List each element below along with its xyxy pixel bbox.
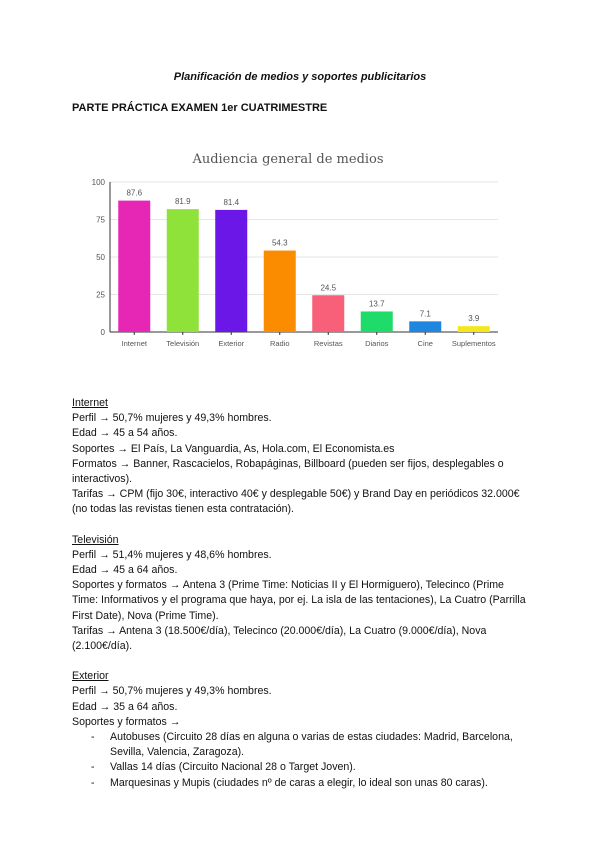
document-title: Planificación de medios y soportes publicitarios: [173, 71, 427, 83]
list-item: - Marquesinas y Mupis (ciudades nº de caras a elegir, lo ideal son unas 80 caras).: [72, 776, 532, 791]
exterior-supports-formats: Soportes y formatos →: [72, 715, 181, 728]
list-item: - Vallas 14 días (Circuito Nacional 28 o Target Joven).: [72, 760, 532, 775]
internet-formats: Formatos → Banner, Rascacielos, Robapáginas, Billboard (pueden ser fijos, desplegables o interactivos).: [72, 457, 504, 486]
bar: [409, 321, 441, 332]
list-item: - Autobuses (Circuito 28 días en alguna o varias de estas ciudades: Madrid, Barcelona, Sevilla, Valencia, Zaragoza).: [72, 730, 532, 760]
television-age: Edad → 45 a 64 años.: [72, 564, 178, 577]
x-tick-label: Cine: [417, 339, 433, 348]
x-tick-label: Suplementos: [451, 339, 496, 348]
bar: [215, 210, 247, 332]
section-exterior: [72, 669, 532, 791]
section-heading: Televisión: [72, 533, 119, 546]
data-label: 81.4: [223, 197, 240, 207]
document-body: [72, 396, 532, 806]
data-label: 54.3: [271, 238, 288, 248]
x-tick-label: Televisión: [166, 339, 200, 348]
y-tick-label: 0: [100, 328, 105, 337]
y-tick-label: 100: [91, 178, 105, 187]
data-label: 13.7: [368, 299, 385, 309]
x-tick-label: Radio: [269, 339, 290, 348]
internet-rates: Tarifas → CPM (fijo 30€, interactivo 40€ y desplegable 50€) y Brand Day en periódicos 32.000€ (no todas las revistas tienen esta contratación).: [72, 488, 520, 516]
section-television: [72, 533, 532, 655]
television-rates: Tarifas → Antena 3 (18.500€/día), Telecinco (20.000€/día), La Cuatro (9.000€/día), Nova (2.100€/día).: [72, 624, 487, 653]
section-heading: Internet: [72, 397, 108, 409]
television-supports-formats: Soportes y formatos → Antena 3 (Prime Time: Noticias II y El Hormiguero), Telecinco (Prime Time: Informativos y el programa que haya, por ej. La isla de las tentaciones), La Cuatro (Parrilla First Date), Nova (Prime Time).: [72, 579, 526, 622]
x-tick-label: Diarios: [365, 339, 389, 348]
bar: [167, 209, 199, 332]
x-tick-label: Revistas: [313, 339, 343, 348]
exterior-age: Edad → 35 a 64 años.: [72, 700, 178, 713]
television-profile: Perfil → 51,4% mujeres y 48,6% hombres.: [72, 548, 272, 561]
bar: [118, 201, 150, 332]
internet-age: Edad → 45 a 54 años.: [72, 427, 178, 440]
exterior-list: [72, 730, 532, 791]
bar: [361, 311, 393, 332]
bar: [312, 295, 344, 332]
data-label: 87.6: [126, 188, 143, 198]
chart-title: Audiencia general de medios: [192, 152, 384, 167]
bar: [458, 326, 490, 332]
bar: [264, 251, 296, 332]
exterior-profile: Perfil → 50,7% mujeres y 49,3% hombres.: [72, 685, 272, 698]
section-heading: Exterior: [72, 670, 109, 683]
x-tick-label: Exterior: [218, 339, 245, 348]
data-label: 3.9: [468, 314, 480, 324]
x-tick-label: Internet: [121, 339, 147, 348]
section-internet: [72, 396, 532, 518]
internet-supports: Soportes → El País, La Vanguardia, As, Hola.com, El Economista.es: [72, 442, 395, 455]
y-tick-label: 25: [96, 290, 105, 300]
data-label: 81.9: [174, 197, 191, 207]
data-label: 7.1: [419, 309, 431, 319]
internet-profile: Perfil → 50,7% mujeres y 49,3% hombres.: [72, 412, 272, 425]
y-tick-label: 50: [96, 253, 105, 262]
y-tick-label: 75: [96, 215, 105, 225]
data-label: 24.5: [320, 283, 337, 293]
audience-bar-chart: [78, 145, 518, 360]
document-subtitle: PARTE PRÁCTICA EXAMEN 1er CUATRIMESTRE: [72, 102, 328, 114]
